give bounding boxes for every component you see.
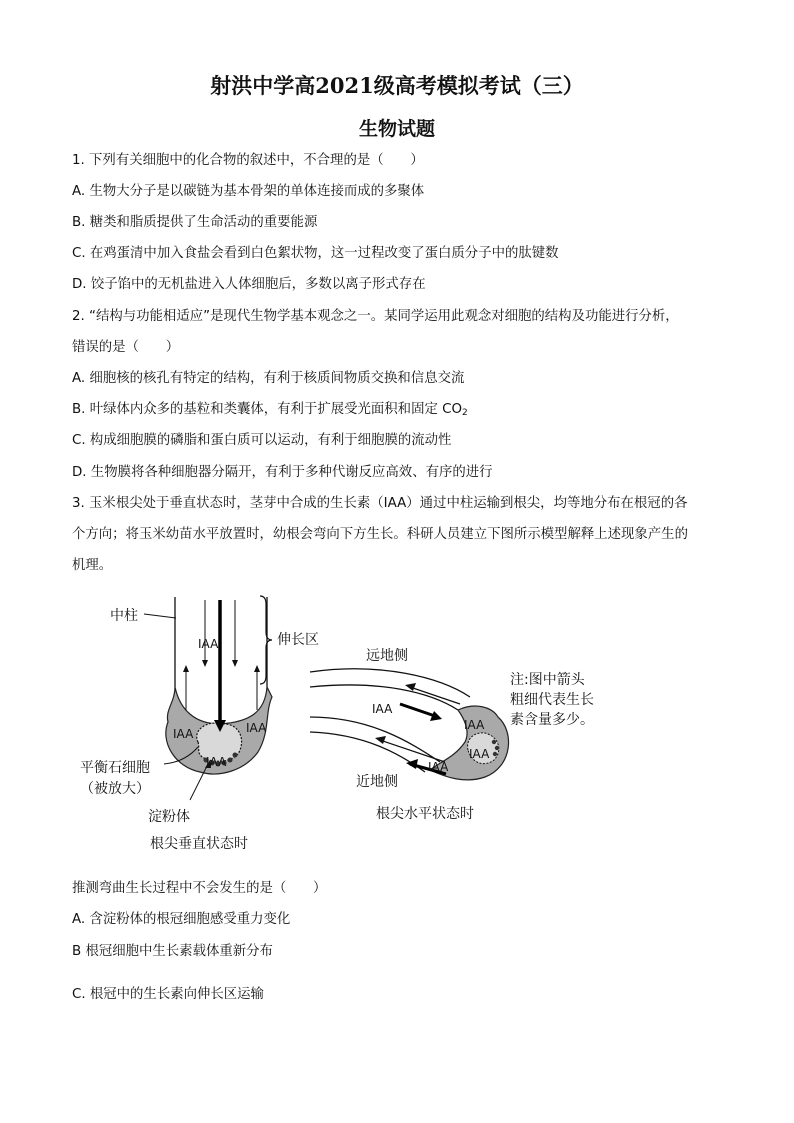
q1-option-a: A. 生物大分子是以碳链为基本骨架的单体连接而成的多聚体 <box>72 184 425 199</box>
q2-option-a: A. 细胞核的核孔有特定的结构，有利于核质间物质交换和信息交流 <box>72 371 465 386</box>
note-line1: 注:图中箭头 <box>510 672 585 688</box>
q3-stem-line1: 3. 玉米根尖处于垂直状态时，茎芽中合成的生长素（IAA）通过中柱运输到根尖，均等地分布在根冠的各 <box>72 496 688 511</box>
label-pingheng: 平衡石细胞 <box>80 760 150 776</box>
q3-option-b: B 根冠细胞中生长素载体重新分布 <box>72 944 273 959</box>
q1-option-b: B. 糖类和脂质提供了生命活动的重要能源 <box>72 215 318 230</box>
q1-stem: 1. 下列有关细胞中的化合物的叙述中，不合理的是（ ） <box>72 153 424 168</box>
iaa-label-horizontal-cap: IAA <box>464 718 485 732</box>
label-zhongzhu: 中柱 <box>110 608 138 624</box>
q2-stem-line2: 错误的是（ ） <box>72 340 180 355</box>
iaa-label-horizontal-statocyte: IAA <box>469 747 490 761</box>
iaa-label-statocyte: IAA <box>206 755 227 769</box>
q3-stem-line2: 个方向；将玉米幼苗水平放置时，幼根会弯向下方生长。科研人员建立下图所示模型解释上述现象产生的 <box>72 527 688 542</box>
q3-stem-line3: 机理。 <box>72 558 113 573</box>
caption-horizontal: 根尖水平状态时 <box>376 806 474 822</box>
q2-option-d: D. 生物膜将各种细胞器分隔开，有利于多种代谢反应高效、有序的进行 <box>72 465 493 480</box>
q1-option-d: D. 饺子馅中的无机盐进入人体细胞后，多数以离子形式存在 <box>72 277 426 292</box>
label-jindi: 近地侧 <box>356 774 398 790</box>
caption-vertical: 根尖垂直状态时 <box>150 836 248 852</box>
q2-option-b: B. 叶绿体内众多的基粒和类囊体，有利于扩展受光面积和固定 CO <box>72 402 462 417</box>
root-gravitropism-figure <box>80 592 640 862</box>
label-dianfen: 淀粉体 <box>148 809 190 825</box>
label-shenchang: 伸长区 <box>277 632 319 648</box>
horizontal-root-diagram <box>310 647 594 822</box>
label-yuandi: 远地侧 <box>366 648 408 664</box>
exam-title: 射洪中学高2021级高考模拟考试（三） <box>210 73 584 98</box>
co2-subscript: 2 <box>462 408 468 418</box>
q2-stem-line1: 2. “结构与功能相适应”是现代生物学基本观念之一。某同学运用此观念对细胞的结构及功能进行分析， <box>72 309 679 324</box>
vertical-root-diagram <box>80 596 319 852</box>
q1-option-c: C. 在鸡蛋清中加入食盐会看到白色絮状物，这一过程改变了蛋白质分子中的肽键数 <box>72 246 559 261</box>
q3-question: 推测弯曲生长过程中不会发生的是（ ） <box>72 881 327 896</box>
iaa-label-horizontal-upper: IAA <box>372 702 393 716</box>
note-line2: 粗细代表生长 <box>510 692 594 708</box>
q3-option-c: C. 根冠中的生长素向伸长区运输 <box>72 987 264 1002</box>
label-pingheng-note: （被放大） <box>80 781 150 797</box>
q2-option-c: C. 构成细胞膜的磷脂和蛋白质可以运动，有利于细胞膜的流动性 <box>72 433 452 448</box>
note-line3: 素含量多少。 <box>510 712 594 728</box>
iaa-label-right-cap: IAA <box>246 721 267 735</box>
q2-option-b-row <box>72 402 468 421</box>
exam-subtitle: 生物试题 <box>358 118 435 140</box>
iaa-label-stele: IAA <box>198 637 219 651</box>
iaa-label-left-cap: IAA <box>173 727 194 741</box>
q3-option-a: A. 含淀粉体的根冠细胞感受重力变化 <box>72 912 291 927</box>
iaa-label-horizontal-lower: IAA <box>428 760 449 774</box>
